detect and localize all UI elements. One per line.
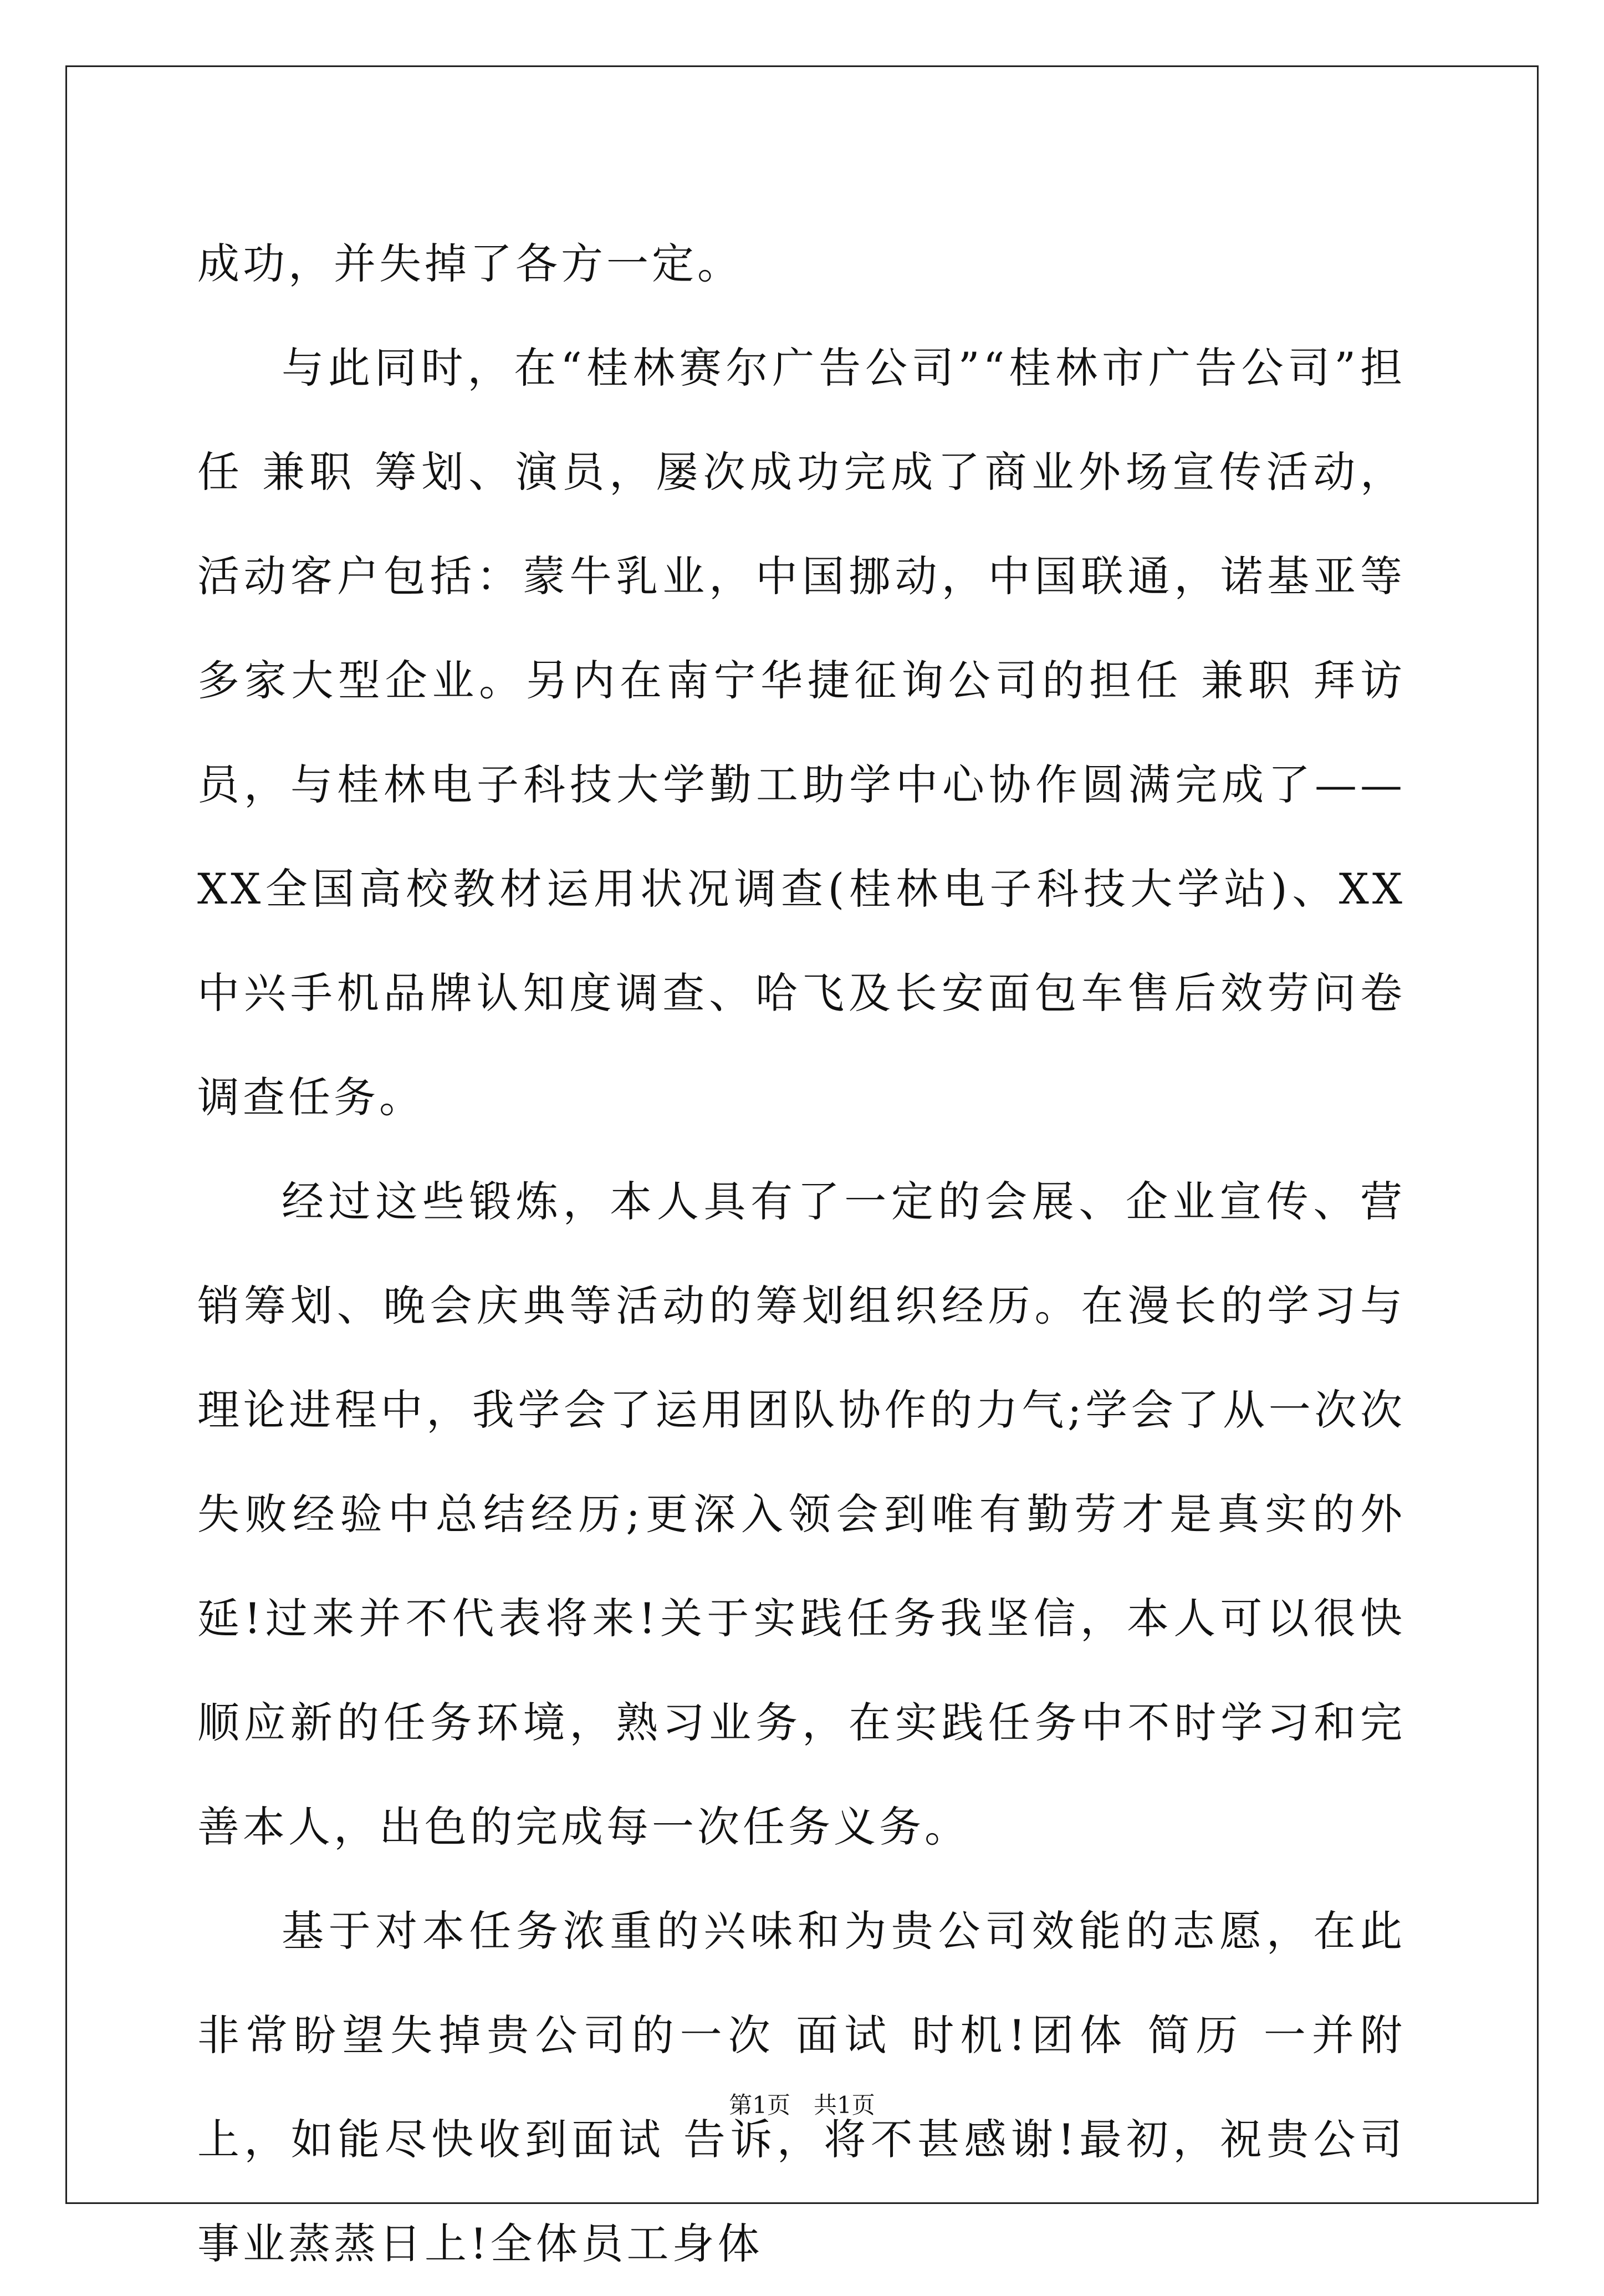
page-number-footer: 第1页 共1页 xyxy=(729,2091,875,2119)
paragraph-4: 基于对本任务浓重的兴味和为贵公司效能的志愿，在此非常盼望失掉贵公司的一次 面试 时机!团体 简历 一并附上，如能尽快收到面试 告诉，将不甚感谢!最初，祝贵公司事业蒸蒸日上!全体员工身体 xyxy=(197,1906,1406,2268)
paragraph-2: 与此同时，在“桂林赛尔广告公司”“桂林市广告公司”担任 兼职 筹划、演员，屡次成功完成了商业外场宣传活动，活动客户包括：蒙牛乳业，中国挪动，中国联通，诺基亚等多家大型企业。另内在南宁华捷征询公司的担任 兼职 拜访员，与桂林电子科技大学勤工助学中心协作圆满完成了——XX全国高校教材运用状况调查(桂林电子科技大学站)、XX中兴手机品牌认知度调查、哈飞及长安面包车售后效劳问卷调查任务。 xyxy=(197,343,1406,1122)
document-body xyxy=(197,212,1406,2296)
paragraph-3: 经过这些锻炼，本人具有了一定的会展、企业宣传、营销筹划、晚会庆典等活动的筹划组织经历。在漫长的学习与理论进程中，我学会了运用团队协作的力气;学会了从一次次失败经验中总结经历;更深入领会到唯有勤劳才是真实的外延!过来并不代表将来!关于实践任务我坚信，本人可以很快顺应新的任务环境，熟习业务，在实践任务中不时学习和完善本人，出色的完成每一次任务义务。 xyxy=(197,1177,1406,1851)
paragraph-1: 成功，并失掉了各方一定。 xyxy=(197,239,743,288)
